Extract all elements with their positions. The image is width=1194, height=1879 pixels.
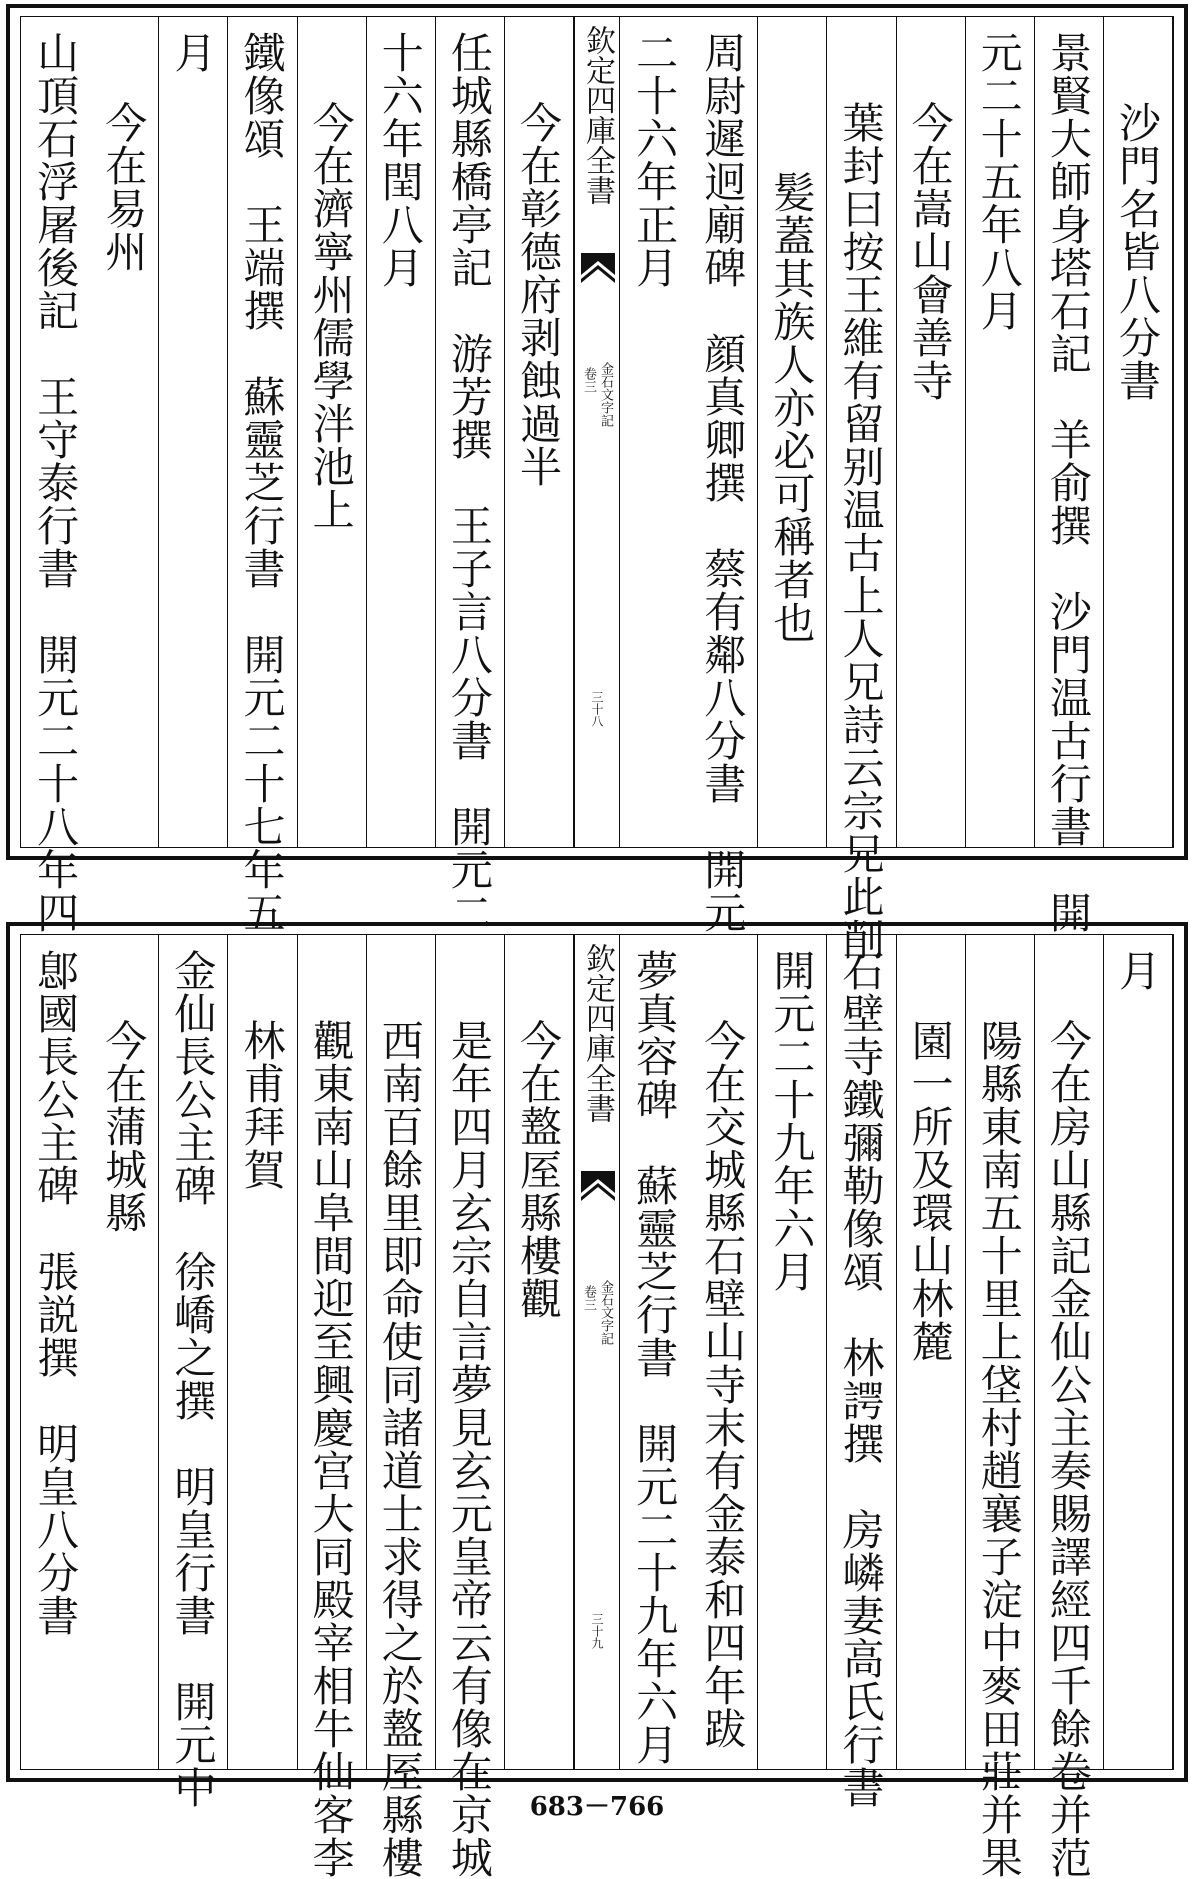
- column-text: 石壁寺鐵彌勒像頌 林諤撰 房嶙妻高氏行書: [836, 949, 886, 1809]
- text-column: [689, 17, 758, 934]
- column-text: 今在交城縣石壁山寺末有金泰和四年跋: [698, 1019, 748, 1750]
- column-text: 任城縣橋亭記 游芳撰 王子言八分書 開元二: [444, 31, 494, 934]
- book-gutter: [574, 17, 620, 847]
- text-column: [758, 935, 827, 1769]
- text-column: [1104, 935, 1173, 1769]
- column-text: 夢真容碑 蘇靈芝行書 開元二十九年六月: [630, 949, 680, 1766]
- column-text: 周尉遲迥廟碑 顔真卿撰 蔡有鄰八分書 開元: [698, 31, 748, 934]
- text-column: [228, 17, 297, 934]
- text-column: [620, 935, 689, 1769]
- text-column: [1035, 935, 1104, 1879]
- book-gutter: [574, 935, 620, 1769]
- text-column: [758, 17, 827, 847]
- text-column: [21, 17, 90, 934]
- column-text: 十六年閏八月: [375, 31, 425, 289]
- fishtail-mark-icon: [581, 253, 615, 293]
- page-number: 三十八: [590, 691, 604, 727]
- book-title: 欽定四庫全書: [580, 25, 615, 205]
- text-column: [159, 17, 228, 847]
- column-text: 今在彰德府剥蝕過半: [514, 101, 563, 488]
- text-column: [436, 17, 505, 934]
- fishtail-mark-icon: [581, 1171, 615, 1211]
- text-column: [298, 935, 367, 1879]
- text-column: [21, 935, 90, 1769]
- column-text: 今在易州: [99, 101, 149, 273]
- text-column: [367, 17, 436, 847]
- column-text: 葉封曰按王維有留别温古上人兄詩云宗兄此削: [836, 101, 886, 961]
- text-column: [505, 17, 574, 847]
- column-text: 林甫拜賀: [237, 1019, 287, 1191]
- book-subtitle: 金石文字記: [598, 1280, 613, 1345]
- column-text: 開元二十九年六月: [767, 949, 817, 1293]
- column-text: 月: [168, 31, 218, 74]
- text-column: [1035, 17, 1104, 934]
- text-column: [827, 935, 896, 1809]
- column-text: 今在嵩山會善寺: [905, 101, 955, 402]
- page-footer-code: 683－766: [529, 1792, 665, 1822]
- column-text: 今在盩厔縣樓觀: [514, 1019, 563, 1320]
- text-column: [966, 935, 1035, 1879]
- text-column: [620, 17, 689, 847]
- text-column: [897, 17, 966, 847]
- column-text: 園一所及環山林麓: [905, 1019, 955, 1363]
- book-subtitle: 金石文字記: [598, 362, 613, 427]
- text-column: [505, 935, 574, 1769]
- top-page-panel: [6, 4, 1188, 961]
- column-text: 陽縣東南五十里上垡村趙襄子淀中麥田莊并果: [974, 1019, 1024, 1879]
- column-text: 金仙長公主碑 徐嶠之撰 明皇行書 開元中: [168, 949, 218, 1809]
- column-text: 月: [1113, 949, 1162, 992]
- text-column: [90, 17, 159, 847]
- text-column: [966, 17, 1035, 847]
- text-column: [1104, 17, 1173, 847]
- text-column: [159, 935, 228, 1809]
- text-column: [897, 935, 966, 1769]
- top-page-frame: [20, 16, 1174, 961]
- column-text: 今在濟寧州儒學泮池上: [306, 101, 356, 531]
- book-title: 欽定四庫全書: [580, 943, 615, 1123]
- column-text: 景賢大師身塔石記 羊俞撰 沙門温古行書 開: [1043, 31, 1093, 934]
- column-text: 元二十五年八月: [974, 31, 1024, 332]
- column-text: 二十六年正月: [630, 31, 680, 289]
- text-column: [436, 935, 505, 1879]
- column-text: 是年四月玄宗自言夢見玄元皇帝云有像在京城: [444, 1019, 494, 1879]
- column-text: 山頂石浮屠後記 王守泰行書 開元二十八年四: [31, 31, 81, 934]
- column-text: 今在蒲城縣: [99, 1019, 149, 1234]
- text-column: [367, 935, 436, 1879]
- text-column: [90, 935, 159, 1769]
- column-text: 西南百餘里即命使同諸道士求得之於盩厔縣樓: [375, 1019, 425, 1879]
- column-text: 沙門名皆八分書: [1113, 101, 1162, 402]
- volume-label: 卷三: [581, 367, 596, 393]
- text-column: [827, 17, 896, 961]
- page-number: 三十九: [590, 1613, 604, 1649]
- text-column: [228, 935, 297, 1769]
- column-text: 髪蓋其族人亦必可稱者也: [767, 171, 817, 644]
- text-column: [298, 17, 367, 847]
- text-column: [689, 935, 758, 1769]
- column-text: 觀東南山阜間迎至興慶宫大同殿宰相牛仙客李: [306, 1019, 356, 1879]
- column-text: 今在房山縣記金仙公主奏賜譯經四千餘卷并范: [1043, 1019, 1093, 1879]
- column-text: 鐵像頌 王端撰 蘇靈芝行書 開元二十七年五: [237, 31, 287, 934]
- column-text: 鄎國長公主碑 張説撰 明皇八分書: [31, 949, 81, 1637]
- volume-label: 卷三: [581, 1285, 596, 1311]
